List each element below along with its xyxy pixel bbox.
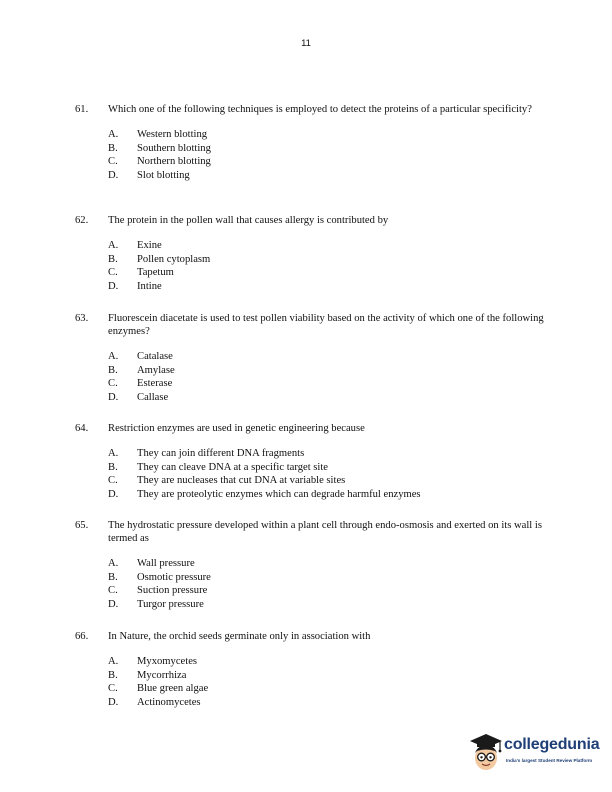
option-text: Amylase [137,364,175,376]
option-a [108,350,550,364]
question-64 [75,422,550,501]
option-text: Pollen cytoplasm [137,253,211,265]
option-d [108,598,550,612]
option-text: Slot blotting [137,169,190,181]
logo-tagline: India's largest Student Review Platform [506,758,593,763]
option-c [108,682,550,696]
option-text: Exine [137,240,162,251]
option-text: Blue green algae [137,683,209,695]
option-letter: B. [108,669,118,681]
question-number: 63. [75,313,89,324]
option-letter: D. [108,280,119,292]
option-c [108,474,550,488]
option-text: Catalase [137,351,173,362]
option-list [108,350,550,404]
question-number: 61. [75,104,89,115]
option-text: Tapetum [137,267,174,279]
option-letter: C. [108,378,118,390]
question-text: The protein in the pollen wall that causes allergy is contributed by [108,215,389,226]
option-text: Northern blotting [137,156,211,168]
option-a [108,655,550,669]
option-letter: C. [108,585,118,597]
option-b [108,142,550,156]
option-text: Turgor pressure [137,598,204,610]
option-letter: A. [108,351,119,362]
option-a [108,557,550,571]
question-number: 62. [75,215,89,226]
question-text: Which one of the following techniques is employed to detect the proteins of a particular specificity? [108,104,532,115]
option-letter: B. [108,364,118,376]
option-letter: A. [108,448,119,459]
option-text: Western blotting [137,129,208,140]
option-list [108,447,550,501]
option-list [108,239,550,293]
option-text: They are nucleases that cut DNA at variable sites [137,475,346,487]
question-number: 66. [75,631,89,642]
mascot-icon [466,729,506,775]
question-text: The hydrostatic pressure developed within a plant cell through endo-osmosis and exerted on its wall is termed as [108,520,542,544]
question-text: Fluorescein diacetate is used to test pollen viability based on the activity of which one of the following enzymes? [108,313,544,337]
option-letter: A. [108,129,119,140]
option-c [108,155,550,169]
logo-name: collegedunia [504,736,600,753]
option-b [108,364,550,378]
option-letter: D. [108,391,119,403]
option-b [108,571,550,585]
option-letter: A. [108,558,119,569]
question-text: Restriction enzymes are used in genetic engineering because [108,423,365,434]
question-65 [75,519,550,611]
option-letter: B. [108,571,118,583]
option-text: Myxomycetes [137,656,198,667]
option-d [108,280,550,294]
option-letter: B. [108,253,118,265]
option-letter: A. [108,240,119,251]
option-b [108,253,550,267]
option-d [108,696,550,710]
option-a [108,447,550,461]
option-letter: C. [108,683,118,695]
option-list [108,557,550,611]
option-b [108,461,550,475]
option-text: Mycorrhiza [137,669,187,681]
option-letter: D. [108,696,119,708]
option-list [108,128,550,182]
option-a [108,128,550,142]
option-text: Wall pressure [137,558,195,569]
question-66 [75,630,550,709]
option-d [108,391,550,405]
option-c [108,266,550,280]
option-text: Callase [137,391,169,403]
option-d [108,169,550,183]
option-letter: D. [108,598,119,610]
option-text: Suction pressure [137,585,208,597]
option-text: They can cleave DNA at a specific target site [137,461,328,473]
option-letter: A. [108,656,119,667]
question-63 [75,312,550,404]
option-b [108,669,550,683]
option-letter: C. [108,267,118,279]
option-letter: C. [108,156,118,168]
option-letter: D. [108,488,119,500]
question-number: 65. [75,520,89,531]
collegedunia-logo [466,729,608,777]
option-letter: C. [108,475,118,487]
option-c [108,584,550,598]
option-text: Southern blotting [137,142,211,154]
option-letter: B. [108,461,118,473]
question-text: In Nature, the orchid seeds germinate only in association with [108,631,371,642]
option-text: Esterase [137,378,173,390]
option-letter: D. [108,169,119,181]
option-text: They can join different DNA fragments [137,448,305,459]
question-61 [75,103,550,182]
question-number: 64. [75,423,89,434]
option-text: Intine [137,280,162,292]
option-a [108,239,550,253]
option-c [108,377,550,391]
option-d [108,488,550,502]
option-list [108,655,550,709]
page-number: 11 [301,38,311,49]
option-text: Actinomycetes [137,696,201,708]
question-62 [75,214,550,293]
option-letter: B. [108,142,118,154]
option-text: Osmotic pressure [137,571,211,583]
option-text: They are proteolytic enzymes which can degrade harmful enzymes [137,488,421,500]
